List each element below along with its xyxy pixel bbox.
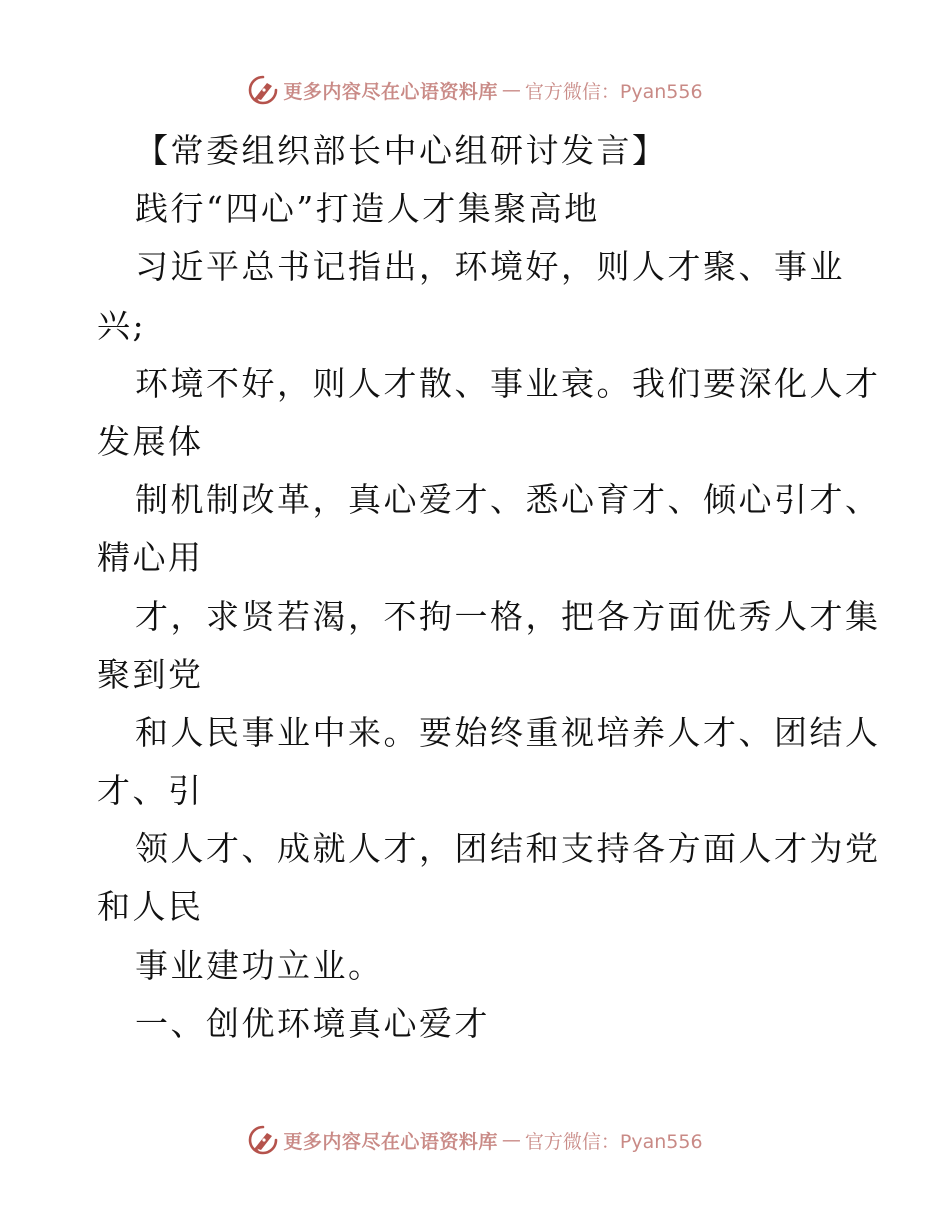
paragraph-line: 环境不好，则人才散、事业衰。我们要深化人才 — [135, 363, 881, 403]
paragraph-line: 才、引 — [97, 771, 204, 811]
paragraph-line: 兴; — [97, 305, 147, 345]
paragraph-line: 事业建功立业。 — [135, 945, 384, 985]
paragraph-line: 制机制改革，真心爱才、悉心育才、倾心引才、 — [135, 480, 881, 520]
pen-logo-icon — [247, 1124, 279, 1156]
paragraph-line: 发展体 — [97, 421, 204, 461]
header-slogan: 更多内容尽在心语资料库 — [283, 80, 498, 103]
paragraph-line: 习近平总书记指出，环境好，则人才聚、事业 — [135, 247, 845, 287]
paragraph-line: 和人民 — [97, 887, 204, 927]
footer-contact: 官方微信：Pyan556 — [524, 1130, 703, 1153]
header-contact: 官方微信：Pyan556 — [524, 80, 703, 103]
document-title: 【常委组织部长中心组研讨发言】 — [135, 131, 668, 170]
paragraph-line: 才，求贤若渴，不拘一格，把各方面优秀人才集 — [135, 596, 881, 636]
header-watermark — [247, 74, 702, 106]
page-footer — [0, 1120, 950, 1160]
footer-separator: — — [501, 1129, 521, 1151]
paragraph-line: 和人民事业中来。要始终重视培养人才、团结人 — [135, 712, 881, 752]
header-separator: — — [501, 79, 521, 101]
paragraph-line: 聚到党 — [97, 654, 204, 694]
footer-watermark — [247, 1124, 702, 1156]
section-heading: 一、创优环境真心爱才 — [135, 1003, 490, 1043]
document-body — [97, 122, 881, 1053]
footer-slogan: 更多内容尽在心语资料库 — [283, 1130, 498, 1153]
pen-logo-icon — [247, 74, 279, 106]
paragraph-line: 领人才、成就人才，团结和支持各方面人才为党 — [135, 829, 881, 869]
document-subtitle: 践行“四心”打造人才集聚高地 — [135, 189, 600, 229]
page-header — [0, 70, 950, 110]
paragraph-line: 精心用 — [97, 538, 204, 578]
